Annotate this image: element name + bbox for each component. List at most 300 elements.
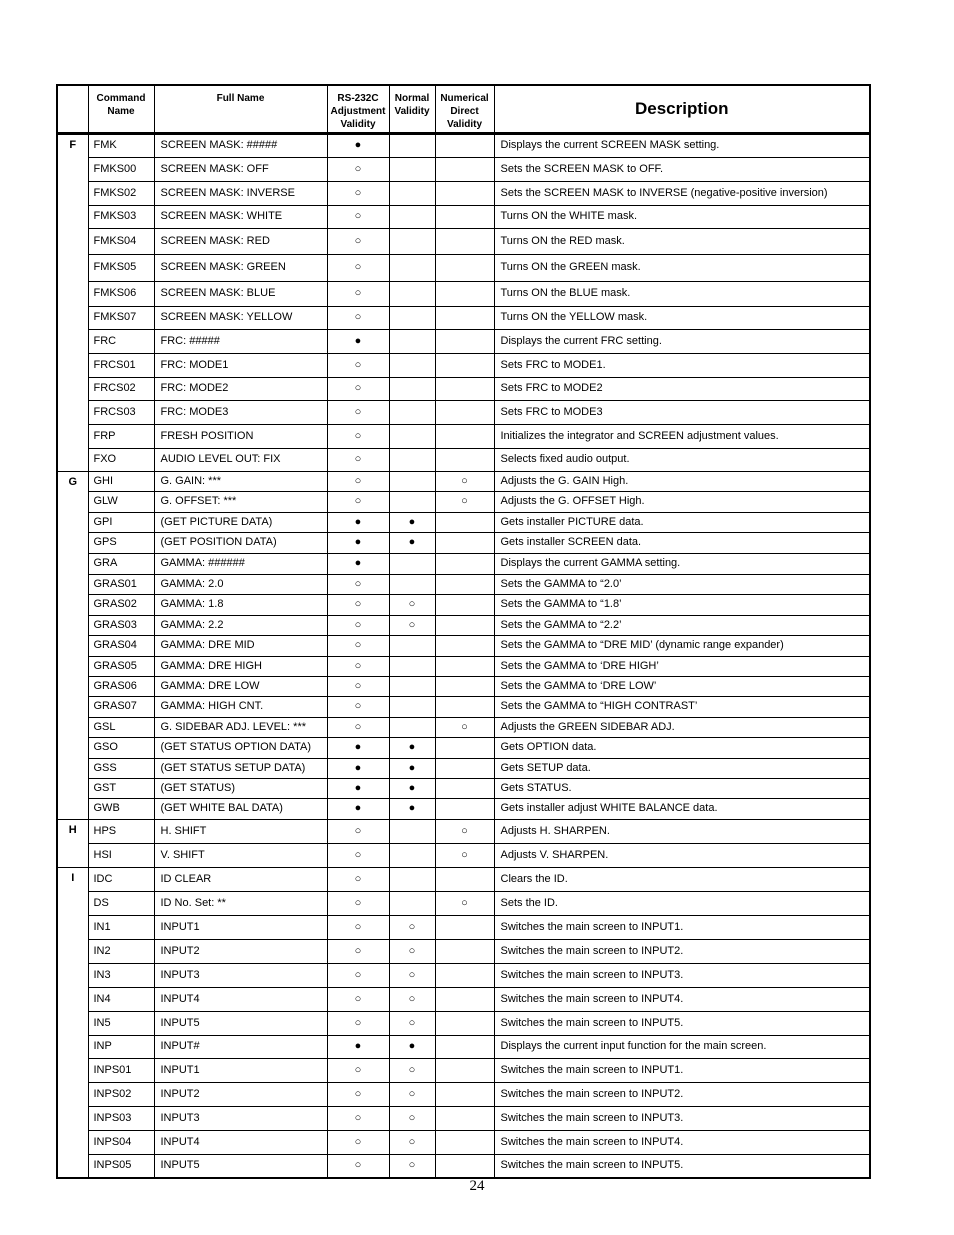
rs232c-validity-cell: ○: [327, 400, 389, 424]
table-row: [57, 377, 870, 400]
description-cell: Switches the main screen to INPUT2.: [494, 939, 870, 963]
command-name-cell: DS: [88, 891, 154, 915]
command-name-cell: FMKS05: [88, 254, 154, 281]
table-row: [57, 915, 870, 939]
description-cell: Gets installer SCREEN data.: [494, 532, 870, 553]
normal-validity-cell: ○: [389, 939, 435, 963]
numerical-direct-validity-cell: [435, 353, 494, 377]
description-cell: Switches the main screen to INPUT5.: [494, 1154, 870, 1178]
rs232c-validity-cell: ○: [327, 228, 389, 254]
normal-validity-cell: [389, 377, 435, 400]
numerical-direct-validity-cell: [435, 448, 494, 471]
description-cell: Sets FRC to MODE3: [494, 400, 870, 424]
table-row: [57, 532, 870, 553]
full-name-cell: (GET PICTURE DATA): [154, 512, 327, 532]
full-name-cell: INPUT4: [154, 987, 327, 1011]
numerical-direct-validity-cell: [435, 1058, 494, 1082]
normal-validity-cell: ●: [389, 532, 435, 553]
numerical-direct-validity-cell: [435, 1035, 494, 1058]
command-name-cell: INPS02: [88, 1082, 154, 1106]
description-cell: Gets SETUP data.: [494, 758, 870, 778]
rs232c-validity-cell: ○: [327, 1058, 389, 1082]
numerical-direct-validity-cell: [435, 737, 494, 758]
table-row: [57, 843, 870, 867]
full-name-cell: INPUT3: [154, 963, 327, 987]
numerical-direct-validity-cell: [435, 798, 494, 819]
group-letter: F: [57, 133, 88, 471]
full-name-cell: ID No. Set: **: [154, 891, 327, 915]
table-row: [57, 254, 870, 281]
description-cell: Switches the main screen to INPUT4.: [494, 1130, 870, 1154]
numerical-direct-validity-cell: ○: [435, 891, 494, 915]
command-name-cell: GLW: [88, 491, 154, 512]
description-cell: Switches the main screen to INPUT3.: [494, 963, 870, 987]
rs232c-validity-cell: ●: [327, 133, 389, 157]
full-name-cell: (GET STATUS OPTION DATA): [154, 737, 327, 758]
description-cell: Adjusts the GREEN SIDEBAR ADJ.: [494, 717, 870, 737]
normal-validity-cell: ○: [389, 915, 435, 939]
rs232c-validity-cell: ○: [327, 717, 389, 737]
rs232c-validity-cell: ○: [327, 181, 389, 205]
group-letter: H: [57, 819, 88, 867]
normal-validity-cell: ●: [389, 758, 435, 778]
description-cell: Turns ON the BLUE mask.: [494, 281, 870, 306]
full-name-cell: V. SHIFT: [154, 843, 327, 867]
rs232c-validity-header: RS-232C Adjustment Validity: [327, 85, 389, 133]
normal-validity-cell: ●: [389, 512, 435, 532]
command-name-cell: IN2: [88, 939, 154, 963]
description-cell: Switches the main screen to INPUT4.: [494, 987, 870, 1011]
table-row: [57, 676, 870, 696]
full-name-cell: GAMMA: DRE LOW: [154, 676, 327, 696]
rs232c-validity-cell: ●: [327, 778, 389, 798]
rs232c-validity-cell: ●: [327, 329, 389, 353]
rs232c-validity-cell: ○: [327, 1154, 389, 1178]
command-name-cell: GSL: [88, 717, 154, 737]
description-cell: Displays the current input function for the main screen.: [494, 1035, 870, 1058]
numerical-direct-validity-cell: [435, 656, 494, 676]
full-name-cell: INPUT2: [154, 1082, 327, 1106]
normal-validity-cell: [389, 254, 435, 281]
numerical-direct-validity-cell: [435, 1130, 494, 1154]
description-cell: Sets the GAMMA to ‘DRE HIGH’: [494, 656, 870, 676]
description-cell: Sets the GAMMA to “2.0’: [494, 574, 870, 594]
description-cell: Switches the main screen to INPUT2.: [494, 1082, 870, 1106]
command-name-cell: GRAS01: [88, 574, 154, 594]
numerical-direct-validity-cell: [435, 133, 494, 157]
table-row: [57, 306, 870, 329]
command-name-cell: IDC: [88, 867, 154, 891]
full-name-header: Full Name: [154, 85, 327, 133]
rs232c-validity-cell: ○: [327, 594, 389, 615]
rs232c-validity-cell: ○: [327, 963, 389, 987]
table-row: [57, 798, 870, 819]
command-name-cell: FMK: [88, 133, 154, 157]
normal-validity-cell: ●: [389, 778, 435, 798]
normal-validity-cell: [389, 656, 435, 676]
normal-validity-cell: [389, 424, 435, 448]
rs232c-validity-cell: ●: [327, 553, 389, 574]
rs232c-validity-cell: ○: [327, 915, 389, 939]
command-name-cell: FRCS03: [88, 400, 154, 424]
rs232c-validity-cell: ●: [327, 737, 389, 758]
command-name-cell: FRC: [88, 329, 154, 353]
rs232c-validity-cell: ○: [327, 987, 389, 1011]
full-name-cell: (GET STATUS): [154, 778, 327, 798]
normal-validity-cell: [389, 353, 435, 377]
rs232c-validity-cell: ○: [327, 656, 389, 676]
table-row: [57, 615, 870, 635]
rs232c-validity-cell: ○: [327, 615, 389, 635]
full-name-cell: GAMMA: ######: [154, 553, 327, 574]
description-cell: Sets the GAMMA to “2.2’: [494, 615, 870, 635]
numerical-direct-validity-cell: [435, 594, 494, 615]
table-row: [57, 512, 870, 532]
rs232c-validity-cell: ○: [327, 1011, 389, 1035]
table-row: [57, 448, 870, 471]
command-name-cell: GSO: [88, 737, 154, 758]
command-name-cell: IN4: [88, 987, 154, 1011]
command-name-cell: GPI: [88, 512, 154, 532]
table-row: [57, 819, 870, 843]
command-name-cell: GRAS07: [88, 696, 154, 717]
rs232c-validity-cell: ○: [327, 1082, 389, 1106]
normal-validity-cell: [389, 329, 435, 353]
full-name-cell: GAMMA: HIGH CNT.: [154, 696, 327, 717]
table-row: [57, 133, 870, 157]
description-cell: Gets installer adjust WHITE BALANCE data.: [494, 798, 870, 819]
full-name-cell: ID CLEAR: [154, 867, 327, 891]
rs232c-validity-cell: ○: [327, 306, 389, 329]
command-name-cell: FRCS02: [88, 377, 154, 400]
rs232c-validity-cell: ○: [327, 377, 389, 400]
command-name-cell: HPS: [88, 819, 154, 843]
table-row: [57, 891, 870, 915]
numerical-direct-validity-cell: [435, 205, 494, 228]
description-cell: Sets the GAMMA to “HIGH CONTRAST’: [494, 696, 870, 717]
full-name-cell: SCREEN MASK: RED: [154, 228, 327, 254]
command-name-cell: GRAS05: [88, 656, 154, 676]
rs232c-validity-cell: ○: [327, 843, 389, 867]
command-name-cell: GRAS04: [88, 635, 154, 656]
numerical-direct-validity-cell: ○: [435, 819, 494, 843]
normal-validity-cell: [389, 205, 435, 228]
numerical-direct-validity-cell: [435, 696, 494, 717]
description-cell: Displays the current GAMMA setting.: [494, 553, 870, 574]
command-name-cell: FXO: [88, 448, 154, 471]
command-name-header: Command Name: [88, 85, 154, 133]
full-name-cell: (GET STATUS SETUP DATA): [154, 758, 327, 778]
numerical-direct-validity-cell: [435, 1106, 494, 1130]
table-row: [57, 1058, 870, 1082]
rs232c-validity-cell: ○: [327, 1130, 389, 1154]
command-name-cell: IN5: [88, 1011, 154, 1035]
normal-validity-cell: [389, 491, 435, 512]
normal-validity-cell: [389, 635, 435, 656]
command-name-cell: GRAS06: [88, 676, 154, 696]
table-row: [57, 696, 870, 717]
full-name-cell: INPUT5: [154, 1154, 327, 1178]
normal-validity-cell: [389, 843, 435, 867]
rs232c-validity-cell: ○: [327, 696, 389, 717]
numerical-direct-validity-cell: [435, 377, 494, 400]
table-row: [57, 181, 870, 205]
numerical-direct-validity-cell: [435, 228, 494, 254]
description-cell: Sets the SCREEN MASK to INVERSE (negative-positive inversion): [494, 181, 870, 205]
normal-validity-cell: ●: [389, 1035, 435, 1058]
description-cell: Displays the current FRC setting.: [494, 329, 870, 353]
numerical-direct-validity-cell: [435, 987, 494, 1011]
table-header-row: [57, 85, 870, 133]
table-row: [57, 987, 870, 1011]
description-cell: Turns ON the WHITE mask.: [494, 205, 870, 228]
numerical-direct-validity-cell: [435, 915, 494, 939]
table-row: [57, 1130, 870, 1154]
numerical-direct-validity-cell: [435, 1011, 494, 1035]
table-row: [57, 157, 870, 181]
rs232c-validity-cell: ●: [327, 758, 389, 778]
rs232c-validity-cell: ○: [327, 891, 389, 915]
numerical-direct-validity-cell: [435, 963, 494, 987]
full-name-cell: H. SHIFT: [154, 819, 327, 843]
numerical-direct-validity-cell: [435, 181, 494, 205]
normal-validity-cell: ○: [389, 615, 435, 635]
full-name-cell: GAMMA: DRE HIGH: [154, 656, 327, 676]
normal-validity-cell: [389, 574, 435, 594]
table-row: [57, 1082, 870, 1106]
normal-validity-cell: ○: [389, 1130, 435, 1154]
normal-validity-cell: [389, 717, 435, 737]
full-name-cell: INPUT2: [154, 939, 327, 963]
table-row: [57, 737, 870, 758]
full-name-cell: FRC: MODE1: [154, 353, 327, 377]
table-row: [57, 939, 870, 963]
description-cell: Switches the main screen to INPUT5.: [494, 1011, 870, 1035]
full-name-cell: G. GAIN: ***: [154, 471, 327, 491]
table-row: [57, 867, 870, 891]
rs232c-validity-cell: ○: [327, 1106, 389, 1130]
description-cell: Turns ON the RED mask.: [494, 228, 870, 254]
normal-validity-cell: [389, 157, 435, 181]
command-name-cell: GPS: [88, 532, 154, 553]
table-row: [57, 471, 870, 491]
normal-validity-cell: [389, 306, 435, 329]
full-name-cell: SCREEN MASK: YELLOW: [154, 306, 327, 329]
rs232c-validity-cell: ○: [327, 819, 389, 843]
command-name-cell: FMKS04: [88, 228, 154, 254]
rs232c-validity-cell: ○: [327, 635, 389, 656]
command-name-cell: FRCS01: [88, 353, 154, 377]
command-name-cell: HSI: [88, 843, 154, 867]
description-cell: Gets STATUS.: [494, 778, 870, 798]
command-name-cell: FMKS06: [88, 281, 154, 306]
rs232c-validity-cell: ○: [327, 491, 389, 512]
table-row: [57, 574, 870, 594]
command-name-cell: INPS05: [88, 1154, 154, 1178]
numerical-direct-validity-cell: ○: [435, 491, 494, 512]
table-row: [57, 424, 870, 448]
normal-validity-cell: ○: [389, 963, 435, 987]
rs232c-validity-cell: ○: [327, 254, 389, 281]
description-cell: Sets the SCREEN MASK to OFF.: [494, 157, 870, 181]
description-cell: Switches the main screen to INPUT1.: [494, 1058, 870, 1082]
description-cell: Sets the ID.: [494, 891, 870, 915]
normal-validity-cell: [389, 867, 435, 891]
description-cell: Sets FRC to MODE2: [494, 377, 870, 400]
numerical-direct-validity-cell: [435, 512, 494, 532]
full-name-cell: INPUT1: [154, 915, 327, 939]
full-name-cell: GAMMA: 2.2: [154, 615, 327, 635]
rs232c-validity-cell: ○: [327, 424, 389, 448]
normal-validity-cell: ○: [389, 1082, 435, 1106]
description-cell: Adjusts V. SHARPEN.: [494, 843, 870, 867]
normal-validity-cell: ○: [389, 594, 435, 615]
full-name-cell: (GET POSITION DATA): [154, 532, 327, 553]
description-cell: Initializes the integrator and SCREEN adjustment values.: [494, 424, 870, 448]
group-letter: I: [57, 867, 88, 1178]
description-cell: Gets installer PICTURE data.: [494, 512, 870, 532]
numerical-direct-validity-cell: [435, 1154, 494, 1178]
description-header: Description: [494, 85, 870, 133]
normal-validity-cell: [389, 448, 435, 471]
table-body: [57, 133, 870, 1178]
full-name-cell: FRC: MODE2: [154, 377, 327, 400]
numerical-direct-validity-cell: [435, 254, 494, 281]
description-cell: Sets the GAMMA to ‘DRE LOW’: [494, 676, 870, 696]
numerical-direct-validity-cell: [435, 574, 494, 594]
table-row: [57, 353, 870, 377]
description-cell: Adjusts the G. OFFSET High.: [494, 491, 870, 512]
full-name-cell: SCREEN MASK: INVERSE: [154, 181, 327, 205]
rs232c-validity-cell: ●: [327, 1035, 389, 1058]
normal-validity-cell: [389, 471, 435, 491]
normal-validity-cell: [389, 133, 435, 157]
rs232c-validity-cell: ○: [327, 574, 389, 594]
full-name-cell: FRC: MODE3: [154, 400, 327, 424]
description-cell: Clears the ID.: [494, 867, 870, 891]
table-row: [57, 635, 870, 656]
normal-validity-cell: ○: [389, 1058, 435, 1082]
full-name-cell: G. OFFSET: ***: [154, 491, 327, 512]
numerical-direct-validity-cell: [435, 1082, 494, 1106]
table-row: [57, 281, 870, 306]
normal-validity-cell: ●: [389, 798, 435, 819]
normal-validity-cell: ●: [389, 737, 435, 758]
full-name-cell: SCREEN MASK: BLUE: [154, 281, 327, 306]
normal-validity-cell: [389, 696, 435, 717]
command-name-cell: GWB: [88, 798, 154, 819]
command-name-cell: GRAS03: [88, 615, 154, 635]
table-row: [57, 1035, 870, 1058]
full-name-cell: INPUT5: [154, 1011, 327, 1035]
numerical-direct-validity-cell: [435, 306, 494, 329]
normal-validity-cell: [389, 228, 435, 254]
command-name-cell: FMKS02: [88, 181, 154, 205]
rs232c-validity-cell: ●: [327, 532, 389, 553]
command-name-cell: INPS01: [88, 1058, 154, 1082]
rs232c-validity-cell: ●: [327, 798, 389, 819]
numerical-direct-validity-cell: [435, 424, 494, 448]
normal-validity-cell: [389, 891, 435, 915]
rs232c-validity-cell: ○: [327, 205, 389, 228]
description-cell: Turns ON the GREEN mask.: [494, 254, 870, 281]
normal-validity-cell: [389, 553, 435, 574]
table-row: [57, 228, 870, 254]
page-number: 24: [469, 1178, 485, 1194]
command-table: [56, 84, 871, 1179]
full-name-cell: GAMMA: 1.8: [154, 594, 327, 615]
full-name-cell: SCREEN MASK: #####: [154, 133, 327, 157]
command-name-cell: INP: [88, 1035, 154, 1058]
command-name-cell: INPS03: [88, 1106, 154, 1130]
normal-validity-cell: [389, 819, 435, 843]
full-name-cell: AUDIO LEVEL OUT: FIX: [154, 448, 327, 471]
description-cell: Sets the GAMMA to “DRE MID’ (dynamic range expander): [494, 635, 870, 656]
rs232c-validity-cell: ○: [327, 676, 389, 696]
numerical-direct-validity-cell: [435, 329, 494, 353]
description-cell: Displays the current SCREEN MASK setting.: [494, 133, 870, 157]
table-row: [57, 758, 870, 778]
numerical-direct-validity-cell: [435, 635, 494, 656]
command-name-cell: GRA: [88, 553, 154, 574]
numerical-direct-validity-cell: [435, 615, 494, 635]
table-row: [57, 553, 870, 574]
command-name-cell: FRP: [88, 424, 154, 448]
normal-validity-cell: [389, 281, 435, 306]
rs232c-validity-cell: ○: [327, 448, 389, 471]
table-row: [57, 778, 870, 798]
normal-validity-cell: [389, 400, 435, 424]
description-cell: Adjusts the G. GAIN High.: [494, 471, 870, 491]
description-cell: Gets OPTION data.: [494, 737, 870, 758]
command-name-cell: GST: [88, 778, 154, 798]
rs232c-validity-cell: ●: [327, 512, 389, 532]
numerical-direct-validity-header: Numerical Direct Validity: [435, 85, 494, 133]
rs232c-validity-cell: ○: [327, 471, 389, 491]
table-row: [57, 1106, 870, 1130]
command-name-cell: GHI: [88, 471, 154, 491]
command-name-cell: GSS: [88, 758, 154, 778]
numerical-direct-validity-cell: [435, 939, 494, 963]
description-cell: Sets FRC to MODE1.: [494, 353, 870, 377]
command-name-cell: FMKS07: [88, 306, 154, 329]
normal-validity-cell: [389, 676, 435, 696]
numerical-direct-validity-cell: [435, 281, 494, 306]
command-name-cell: IN1: [88, 915, 154, 939]
group-letter: G: [57, 471, 88, 819]
description-cell: Adjusts H. SHARPEN.: [494, 819, 870, 843]
numerical-direct-validity-cell: [435, 867, 494, 891]
rs232c-validity-cell: ○: [327, 157, 389, 181]
table-row: [57, 594, 870, 615]
full-name-cell: SCREEN MASK: OFF: [154, 157, 327, 181]
full-name-cell: SCREEN MASK: WHITE: [154, 205, 327, 228]
full-name-cell: GAMMA: DRE MID: [154, 635, 327, 656]
normal-validity-cell: ○: [389, 1011, 435, 1035]
full-name-cell: INPUT#: [154, 1035, 327, 1058]
table-row: [57, 329, 870, 353]
table-row: [57, 491, 870, 512]
full-name-cell: FRESH POSITION: [154, 424, 327, 448]
description-cell: Switches the main screen to INPUT3.: [494, 1106, 870, 1130]
numerical-direct-validity-cell: [435, 758, 494, 778]
rs232c-validity-cell: ○: [327, 939, 389, 963]
rs232c-validity-cell: ○: [327, 353, 389, 377]
numerical-direct-validity-cell: [435, 553, 494, 574]
full-name-cell: GAMMA: 2.0: [154, 574, 327, 594]
group-column-header: [57, 85, 88, 133]
normal-validity-cell: ○: [389, 987, 435, 1011]
